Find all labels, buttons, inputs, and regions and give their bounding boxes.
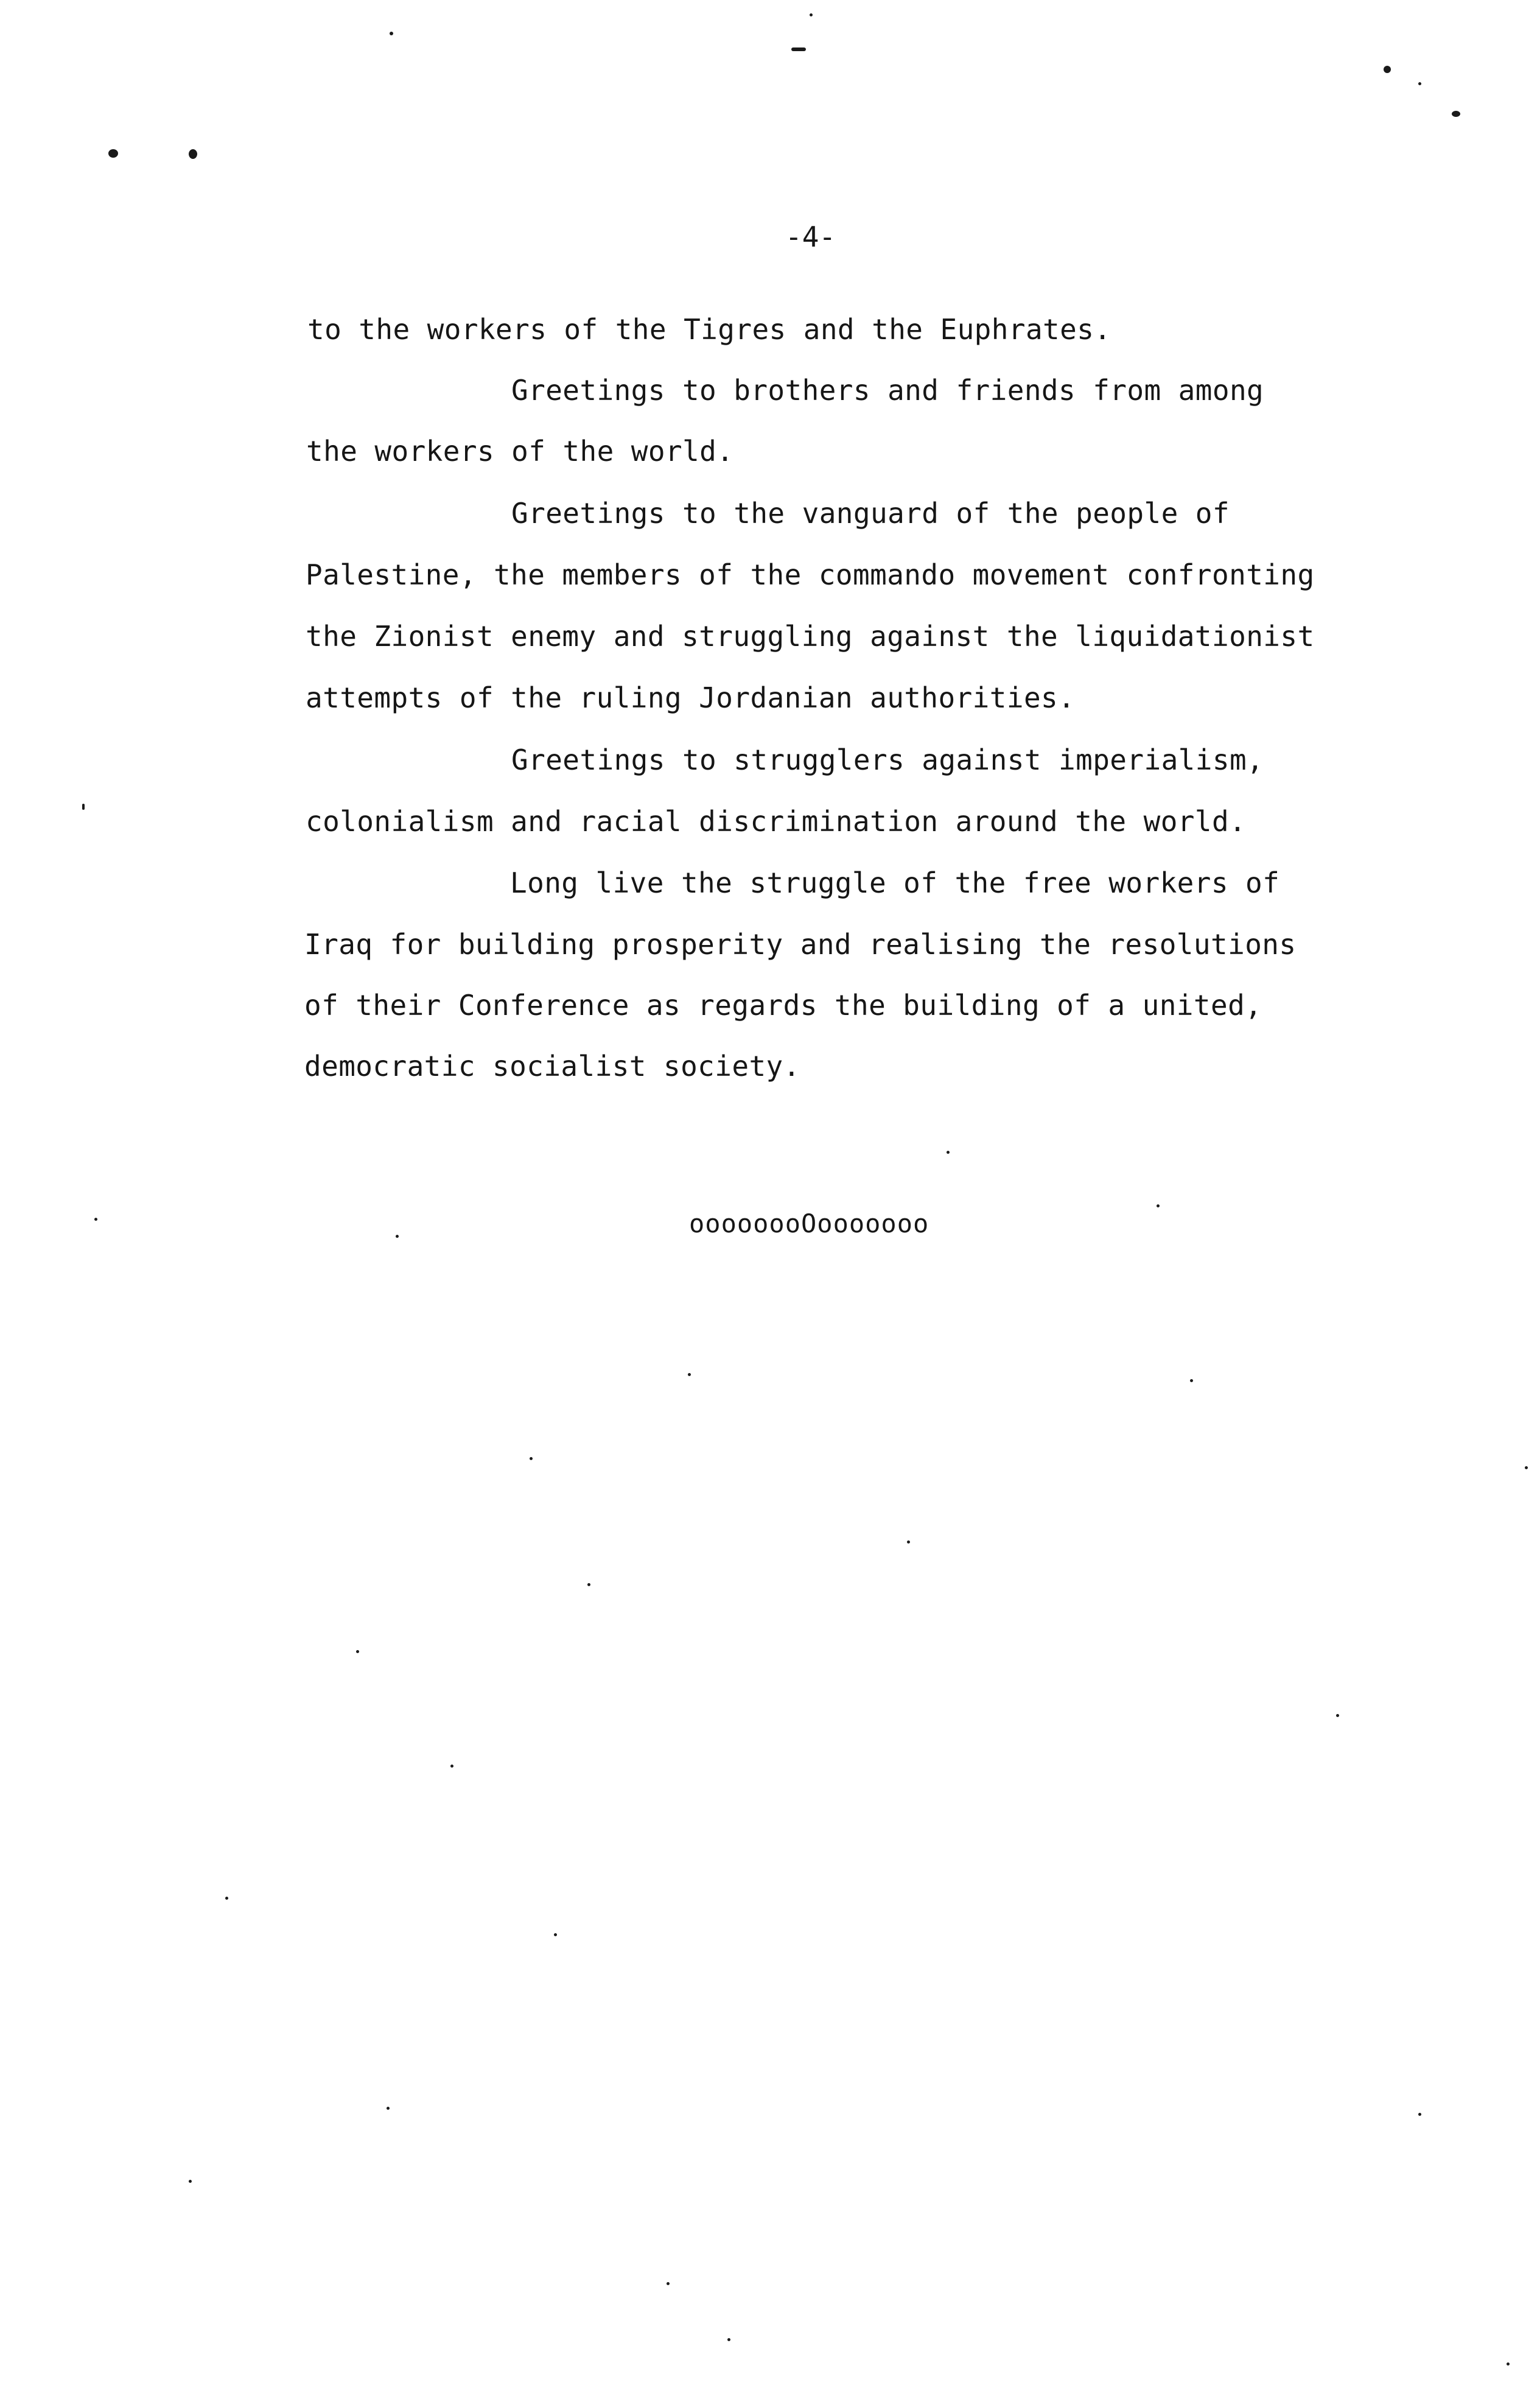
text-line-3: the workers of the world.: [306, 435, 734, 468]
scan-speck: [1507, 2362, 1510, 2366]
scan-speck: [450, 1765, 453, 1768]
scan-speck: [810, 13, 813, 16]
text-line-6: the Zionist enemy and struggling against the liquidationist: [306, 620, 1315, 653]
scan-speck: [667, 2282, 670, 2285]
scan-speck: [189, 2180, 192, 2183]
text-line-7: attempts of the ruling Jordanian authorities.: [306, 681, 1076, 714]
scan-speck: [356, 1650, 359, 1653]
text-line-12: of their Conference as regards the building of a united,: [304, 989, 1262, 1022]
scan-speck: [1336, 1714, 1339, 1717]
text-line-8: Greetings to strugglers against imperialism,: [511, 743, 1264, 776]
scan-speck: [688, 1373, 691, 1376]
text-line-4: Greetings to the vanguard of the people of: [511, 497, 1230, 530]
text-line-9: colonialism and racial discrimination around the world.: [306, 805, 1247, 838]
scan-speck: [108, 149, 118, 158]
scan-speck: [907, 1540, 910, 1544]
text-line-1: to the workers of the Tigres and the Euphrates.: [307, 313, 1111, 346]
scan-speck: [189, 149, 197, 159]
scan-speck: [396, 1235, 399, 1238]
scan-speck: [1525, 1466, 1528, 1469]
scan-speck: [387, 2107, 390, 2110]
scan-speck: [1418, 2113, 1421, 2116]
scan-speck: [94, 1218, 97, 1221]
scan-speck: [1418, 82, 1421, 85]
text-line-5: Palestine, the members of the commando movement confronting: [306, 558, 1315, 591]
scan-speck: [791, 47, 806, 51]
text-line-2: Greetings to brothers and friends from among: [511, 374, 1264, 407]
scan-speck: [587, 1583, 590, 1586]
scan-speck: [1157, 1204, 1160, 1207]
text-line-11: Iraq for building prosperity and realising the resolutions: [304, 928, 1297, 961]
scan-speck: [1452, 111, 1460, 117]
scan-speck: [1190, 1379, 1193, 1382]
scan-speck: [390, 32, 393, 35]
text-line-13: democratic socialist society.: [304, 1050, 800, 1083]
text-line-10: Long live the struggle of the free workers of: [510, 866, 1280, 899]
end-of-text-marker: oooooooOooooooo: [689, 1209, 929, 1238]
scan-speck: [727, 2338, 730, 2341]
scan-speck: [947, 1151, 950, 1154]
scan-speck: [554, 1933, 557, 1936]
scan-speck: [225, 1897, 228, 1900]
scan-speck: [530, 1457, 533, 1460]
scan-speck: [82, 804, 85, 810]
scan-speck: [1384, 66, 1391, 73]
page-number: -4-: [785, 220, 836, 253]
